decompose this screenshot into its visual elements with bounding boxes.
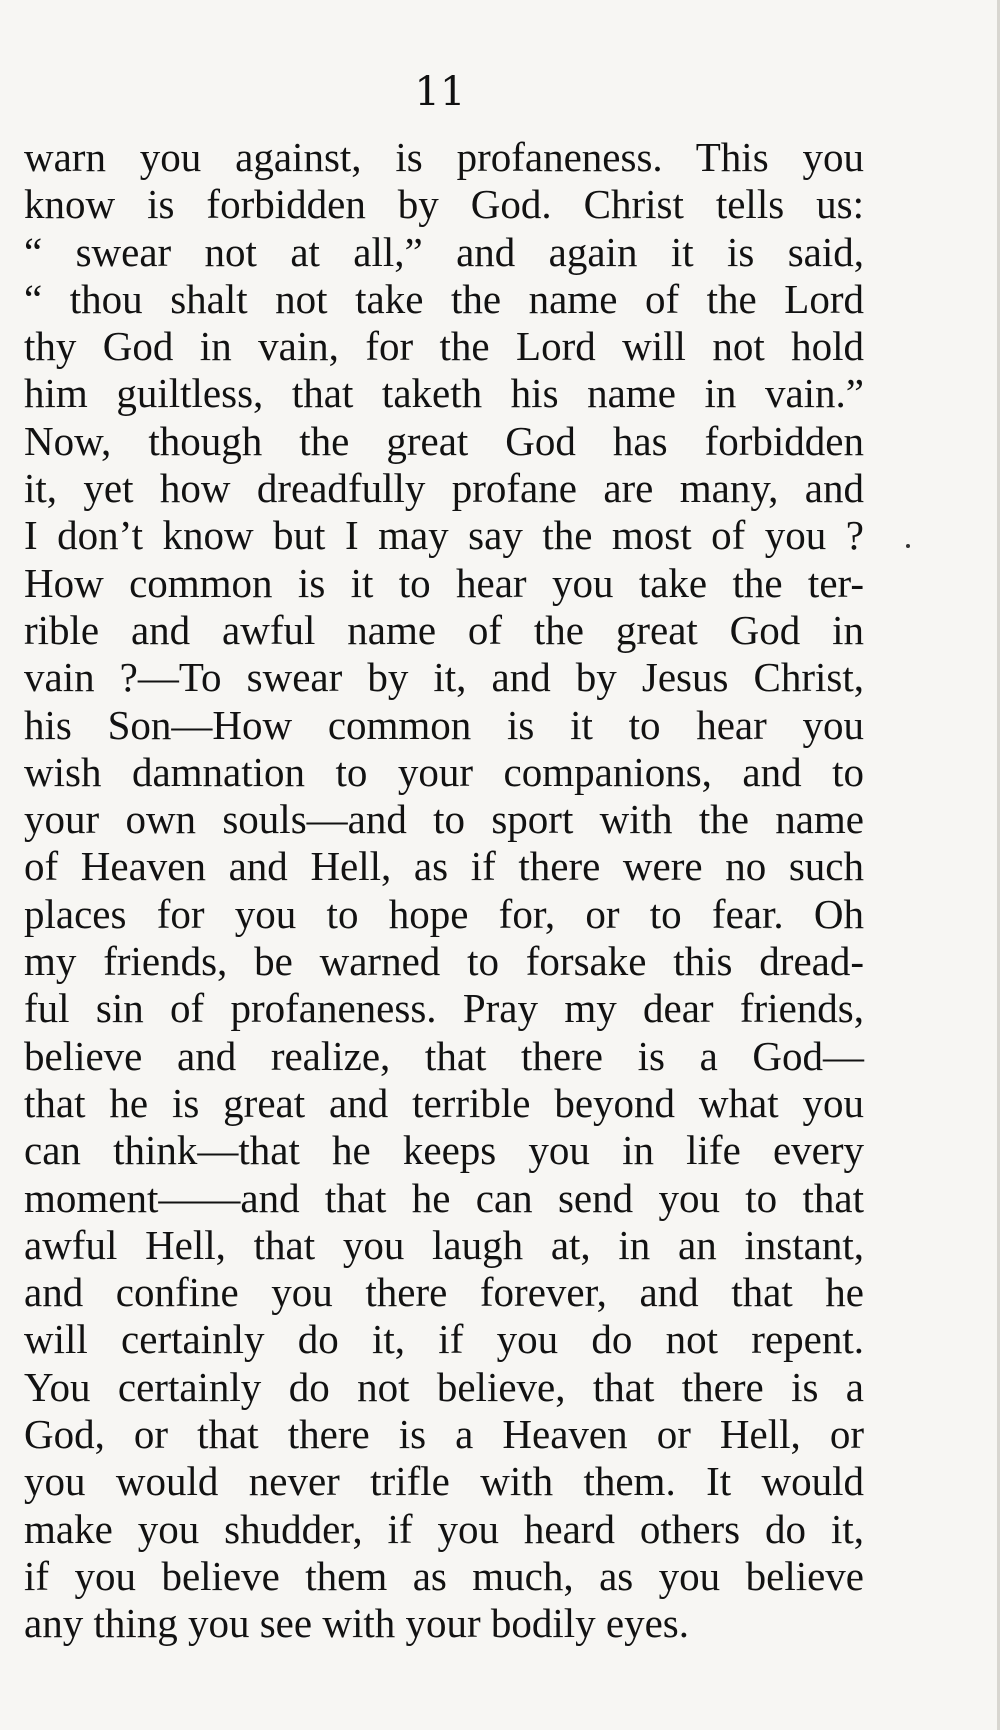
text-line: you would never trifle with them. It would — [24, 1458, 864, 1505]
text-line: his Son—How common is it to hear you — [24, 701, 864, 748]
page-number: 11 — [414, 69, 466, 115]
text-line: make you shudder, if you heard others do it, — [24, 1505, 864, 1552]
text-line: vain ?—To swear by it, and by Jesus Christ, — [24, 654, 864, 701]
body-text — [24, 134, 864, 1648]
text-line: moment——and that he can send you to that — [24, 1174, 864, 1221]
text-line: God, or that there is a Heaven or Hell, or — [24, 1411, 864, 1458]
text-line: can think—that he keeps you in life every — [24, 1127, 864, 1174]
text-line: will certainly do it, if you do not repent. — [24, 1316, 864, 1363]
text-line: that he is great and terrible beyond what you — [24, 1079, 864, 1126]
text-line: if you believe them as much, as you believe — [24, 1552, 864, 1599]
text-line: awful Hell, that you laugh at, in an instant, — [24, 1221, 864, 1268]
text-line: You certainly do not believe, that there is a — [24, 1363, 864, 1410]
text-line: your own souls—and to sport with the name — [24, 796, 864, 843]
text-line: and confine you there forever, and that he — [24, 1269, 864, 1316]
text-line: warn you against, is profaneness. This you — [24, 134, 864, 180]
text-line: “ thou shalt not take the name of the Lord — [24, 275, 864, 322]
text-line: Now, though the great God has forbidden — [24, 417, 864, 464]
text-line: How common is it to hear you take the ter- — [24, 559, 864, 606]
text-line: my friends, be warned to forsake this dread- — [24, 938, 864, 985]
text-line: know is forbidden by God. Christ tells us: — [24, 181, 864, 228]
text-line: thy God in vain, for the Lord will not hold — [24, 323, 864, 370]
text-line: ful sin of profaneness. Pray my dear friends, — [24, 985, 864, 1032]
text-line: I don’t know but I may say the most of you ? — [24, 512, 864, 559]
paper-speck — [906, 544, 910, 548]
text-line: “ swear not at all,” and again it is said, — [24, 228, 864, 275]
text-line: any thing you see with your bodily eyes. — [24, 1600, 690, 1647]
text-line: believe and realize, that there is a God— — [24, 1032, 864, 1079]
text-line: wish damnation to your companions, and to — [24, 748, 864, 795]
text-line: of Heaven and Hell, as if there were no such — [24, 843, 864, 890]
text-line: places for you to hope for, or to fear. Oh — [24, 890, 864, 937]
text-line: him guiltless, that taketh his name in vain.” — [24, 370, 864, 417]
text-line: rible and awful name of the great God in — [24, 606, 864, 653]
text-line: it, yet how dreadfully profane are many, and — [24, 465, 864, 512]
